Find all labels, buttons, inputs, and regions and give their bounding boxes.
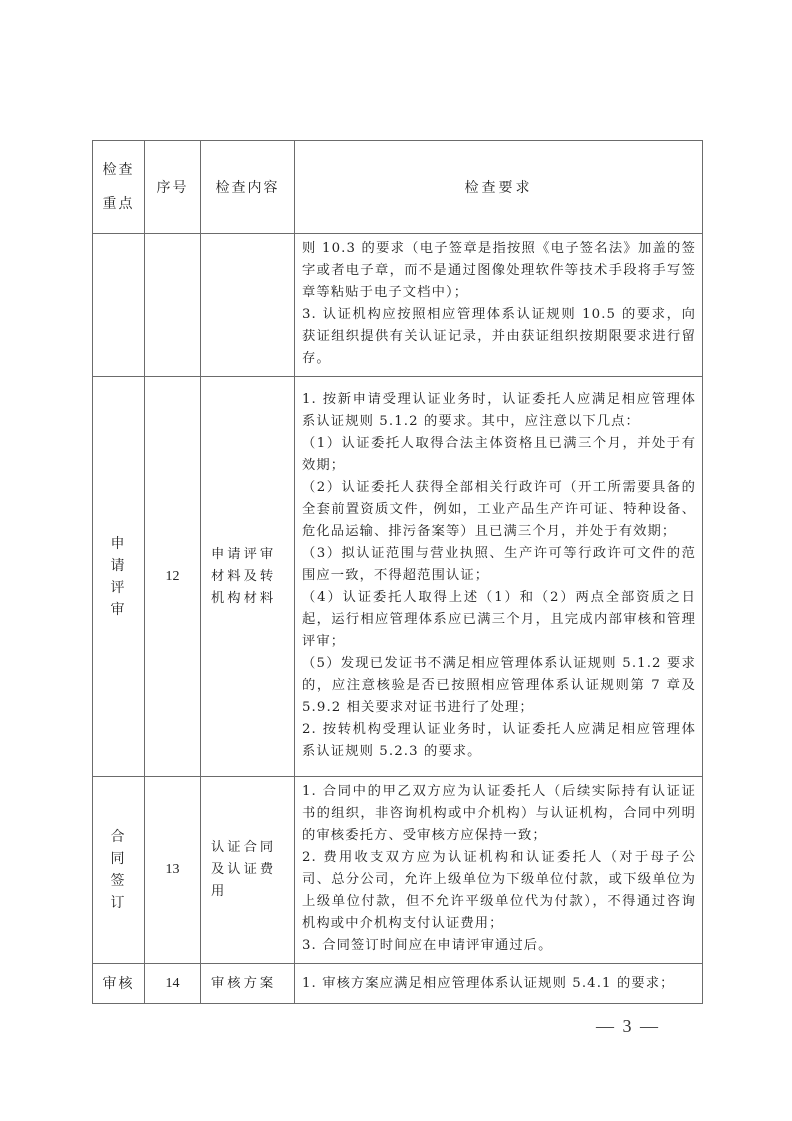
header-content: 检查内容 — [201, 141, 295, 234]
requirement-item: 2. 费用收支双方应为认证机构和认证委托人（对于母子公司、总分公司，允许上级单位为下级单位付款，或下级单位为上级单位付款，但不允许平级单位代为付款），不得通过咨询机构或中介机构支付认证费用； — [302, 850, 696, 931]
table-row — [93, 234, 703, 377]
requirement-item: （2）认证委托人获得全部相关行政许可（开工所需要具备的全套前置资质文件，例如，工业产品生产许可证、特种设备、危化品运输、排污备案等）且已满三个月，并处于有效期； — [302, 479, 696, 539]
requirement-item: 1. 合同中的甲乙双方应为认证委托人（后续实际持有认证证书的组织，非咨询机构或中介机构）与认证机构，合同中列明的审核委托方、受审核方应保持一致； — [302, 784, 696, 843]
row-requirements — [295, 777, 703, 964]
requirement-item: 3. 认证机构应按照相应管理体系认证规则 10.5 的要求，向获证组织提供有关认证记录，并由获证组织按期限要求进行留存。 — [302, 307, 696, 366]
requirement-item: 1. 审核方案应满足相应管理体系认证规则 5.4.1 的要求； — [302, 975, 675, 991]
table-row — [93, 777, 703, 964]
row-focus-text: 合同签订 — [110, 829, 127, 911]
row-content — [201, 234, 295, 377]
header-focus — [93, 141, 145, 234]
requirement-item: （1）认证委托人取得合法主体资格且已满三个月，并处于有效期； — [302, 435, 696, 473]
row-requirements — [295, 377, 703, 777]
row-focus — [93, 234, 145, 377]
inspection-table — [92, 140, 703, 1004]
table-row — [93, 964, 703, 1004]
requirement-item: （4）认证委托人取得上述（1）和（2）两点全部资质之日起，运行相应管理体系应已满三个月，且完成内部审核和管理评审； — [302, 589, 696, 649]
row-seq: 13 — [145, 777, 201, 964]
header-focus-line2: 重点 — [102, 196, 135, 212]
row-seq — [145, 234, 201, 377]
requirement-item: （5）发现已发证书不满足相应管理体系认证规则 5.1.2 要求的，应注意核验是否已按照相应管理体系认证规则第 7 章及 5.9.2 相关要求对证书进行了处理； — [302, 655, 696, 715]
row-content: 申请评审材料及转机构材料 — [201, 377, 295, 777]
row-requirements — [295, 234, 703, 377]
row-focus — [93, 777, 145, 964]
table-header-row — [93, 141, 703, 234]
requirement-item: 3. 合同签订时间应在申请评审通过后。 — [302, 938, 553, 953]
row-content: 审核方案 — [201, 964, 295, 1004]
header-requirement: 检查要求 — [295, 141, 703, 234]
row-seq: 14 — [145, 964, 201, 1004]
row-requirements — [295, 964, 703, 1004]
requirement-item: 2. 按转机构受理认证业务时，认证委托人应满足相应管理体系认证规则 5.2.3 的要求。 — [302, 721, 696, 759]
header-seq: 序号 — [145, 141, 201, 234]
requirement-item: 则 10.3 的要求（电子签章是指按照《电子签名法》加盖的签字或者电子章，而不是通过图像处理软件等技术手段将手写签章等粘贴于电子文档中）； — [302, 241, 696, 300]
row-focus — [93, 377, 145, 777]
header-focus-line1: 检查 — [102, 162, 135, 178]
row-seq: 12 — [145, 377, 201, 777]
page-number: — 3 — — [596, 1016, 660, 1036]
row-focus: 审核 — [93, 964, 145, 1004]
requirement-item: 1. 按新申请受理认证业务时，认证委托人应满足相应管理体系认证规则 5.1.2 的要求。其中，应注意以下几点： — [302, 391, 696, 429]
requirement-item: （3）拟认证范围与营业执照、生产许可等行政许可文件的范围应一致，不得超范围认证； — [302, 545, 696, 583]
row-focus-text: 申请评审 — [110, 535, 127, 618]
table-row — [93, 377, 703, 777]
row-content: 认证合同及认证费用 — [201, 777, 295, 964]
